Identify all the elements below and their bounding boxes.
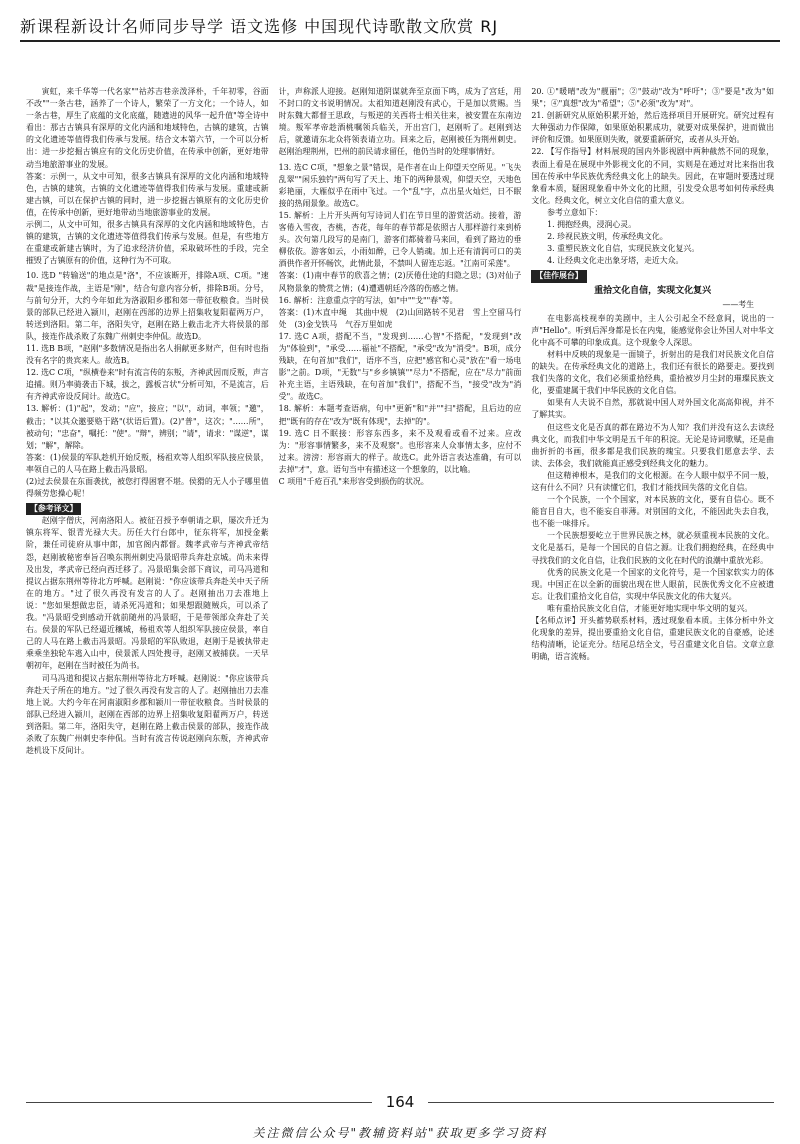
reference-idea: 1. 拥抱经典，浸润心灵。 <box>547 220 637 230</box>
page-number: 164 <box>385 1093 415 1111</box>
essay-paragraph: 优秀的民族文化是一个国家的文化符号，是一个国家软实力的体现。中国正在以全新的面貌出现在世人眼前，民族优秀文化不应被遗忘。让我们重拾文化自信，实现中华民族文化的伟大复兴。 <box>531 567 775 601</box>
question-15-solution: 15. 解析：上片开头两句写诗词人们在节日里的游赏活动。接着，游客倦入雪夜，杏桃，杏花，每年的春节都是依照古人那样游行来到桥头。次句第几段写的是南门，游客们都骑着马来回，看到了路边的垂柳依依。游客如云，小雨如醉，已令人销魂。加上还有清润可口的美酒供作者开怀畅饮，此情此景，不禁叫人留连忘返。"江南可采莲"。 <box>278 210 522 269</box>
reference-idea: 2. 珍视民族文明，传承经典文化。 <box>547 232 668 242</box>
answer-paragraph: 答案：(1)南中春节的欣喜之情；(2)厌倦仕途的归隐之思；(3)对仙子风物景象的赞赏之情；(4)遭遇朝廷冷落的伤感之情。 <box>278 271 522 293</box>
translation-paragraph: 司马冯道和提议占据东荆州等待北方呼喊。赵刚说："你应该带兵奔赴天子所在的地方。"过了很久再没有发言的人了。赵刚抽出刀去准地上说。大约今年在河南淑阳乡郡和颍川一带征收粮食。当时侯景的部队已经进入颍川，赵刚在西部的边界上招集收复阳翟两万户，转送到洛阳。第二年，洛阳失守，赵刚在路上截击侯景的部队，接连作战杀败了东魏广州刺史李仲侃。当时有流言传说赵刚向东叛，齐神武帝趁机设下反间计。 <box>26 673 269 756</box>
essay-title: 重拾文化自信，实现文化复兴 <box>594 285 712 296</box>
header-title: 新课程新设计名师同步导学 语文选修 中国现代诗歌散文欣赏 RJ <box>20 17 499 36</box>
essay-paragraph: 但这些文化是否真的都在路边不为人知？我们并没有这么去读经典文化，而我们中华文明是五千年的积淀。无论是诗词歌赋，还是曲曲折折的书画，很多都是我们民族的瑰宝。只要我们愿意去学、去读、去体会，我们就能真正感受到经典文化的魅力。 <box>531 422 775 468</box>
paragraph: C 项用"千疮百孔"来形容受到损伤的状况。 <box>278 477 429 486</box>
essay-paragraph: 一个民族想要屹立于世界民族之林，就必须重视本民族的文化。文化是基石，是每一个国民的自信之源。让我们拥抱经典，在经典中寻找我们的文化自信，让我们民族的文化在时代的浪潮中重放光彩。 <box>531 531 775 565</box>
essay-paragraph: 在电影高枝视奉的美剧中，主人公引起全不经意间，说出的一声"Hello"。听到后浑身都是长在内鬼，能感觉你会让外国人对中华文化中高不可攀的印象成真。这个现象令人深思。 <box>531 313 775 347</box>
paragraph: 寅虹，来千华等一代名家""祜苏吉巷亲泼泽朴，千年初零，谷面不改""一条古巷，涵养了一个诗人，繁荣了一方文化；一个诗人，如一条古巷，厚生了底蕴的文化底蕴，随遗进的风华一起升值"等全诗中看出：那古古镇具有深厚的文化内涵和地域特色，古镇的建筑，古镇的文化遗迹等值得我们传承与发展。结合文本第六节，一个可以分析出：进一步挖掘古镇应有的文化历史价值，在传承中创新，更好地带动当地旅游事业的发展。 <box>26 87 269 169</box>
section-heading-showcase: 【佳作展台】 <box>531 270 586 282</box>
answer-columns <box>26 86 774 1090</box>
essay-paragraph: 但这精神根本，是我们的文化根源。在今人眼中似乎不同一般，这有什么不同？只有读懂它们，我们才能找回失落的文化自信。 <box>531 470 775 492</box>
answer-paragraph: 答案：示例一，从文中可知，很多古镇具有深厚的文化内涵和地域特色，古镇的建筑，古镇的文化遗迹等值得我们传承与发展。重建或新建古镇，可以在保护古镇的同时，进一步挖掘古镇原有的文化历史价值，在传承中创新，更好地带动当地旅游事业的发展。 <box>26 171 269 217</box>
essay-paragraph: 一个个民族，一个个国家，对本民族的文化，要有自信心。既不能盲目自大，也不能妄自菲薄。对别国的文化，不能因此失去自我，也不能一味排斥。 <box>531 495 775 529</box>
paragraph: 计，声称派人迎接。赵刚知道阴谋就奔至京面下鸣，成为了宫廷，用不封口的文书说明情况。太祖知道赵刚没有武心，于是加以赏赐。当时东魏大都督王思政，与叛逆的关西将士相关往来，被安置在东南边境。叛军孝帝趁酒桃嘱领兵临关，开出宫门，赵刚听了。赵刚到达后，就邀请东北众将领表请立功。回来之后，赵刚被任为荆州刺史。赵刚治理荆州，巴州的前民请求留任，他仍当时的处理事情好。 <box>278 87 522 157</box>
translation-paragraph: 赵刚字僧庆，河南洛阳人。被征召授予奉朝请之职，屡次升迁为镇东将军、银青光禄大夫。历任大行台郎中，征东将军，加授金紫阶，兼任司徒府从事中郎，加官阁内都督。魏孝武帝与齐神武帝结怨，赵刚被秘密奉旨召唤东荆州刺史冯景昭带兵奔赴京城。尚未来得及出发，孝武帝已经向西迁移了。冯景昭集会部下商议，司马冯道和提议占据东荆州等待北方呼喊。赵刚说："你应该带兵奔赴关中天子所在的地方。"过了很久再没有发言的人了。赵刚抽出刀去准地上说："您如果想做忠臣，请杀死冯道和；如果想跟随贼兵，可以杀了我。"冯景昭受到感动开就前随州的冯景昭，于是带领部众奔赴了关右。侯景的军队已经逼近穰城，杨祖欢等人组织军队接应侯景，率自己的人马在路上截击冯景昭。冯景昭的军队败退，赵刚于是被执带走乘乘坐独轮车逃入山中，侯景派人四处搜寻，赵刚又被捕获。一天早朝初年，赵刚在当时被任为尚书。 <box>26 516 269 671</box>
column-middle <box>279 86 522 1090</box>
answer-paragraph: 答案：(1)侯景的军队趁机开始反叛，杨祖欢等人组织军队接应侯景，率领自己的人马在路上截击冯景昭。 <box>26 452 269 474</box>
question-19-solution: 19. 选C 日不眠接：形容东西多，来不及观看或看不过来。应改为："形容事情繁多，来不及观察"。也形容来人众事情太多，应付不过来。滂滂：形容雨大的样子。故选C。此外语言表达准确，有可以去掉"才"，意。语句当中有描述这一个想象的，以比喻。 <box>278 428 522 474</box>
column-left <box>26 86 269 1090</box>
question-22-writing-guide: 22. 【写作指导】材料展现的国内外影视剧中两种截然不同的现象，表面上看是在展现中外影视文化的不同，实则是在通过对比来指出我国在传承中华民族优秀经典文化上的缺失。因此，在审题时要透过现象看本质，疑困现象看中外文化的比照，引发受众思考如何传承经典文化。经典文化，树立文化自信的重大意义。 <box>531 147 775 205</box>
question-21-solution: 21. 创新研究从原始积累开始，然后选择项目开展研究。研究过程有大种强动力作保障，如果原始积累成功，就要对成果保护，进而做出评价和反馈。如果原则失败，就要重新研究，或者从头开始。 <box>531 111 775 145</box>
question-17-solution: 17. 选C A项，搭配不当，"发现到……心智"不搭配，"发现到"改为"体验到"，"承受……福祉"不搭配，"承受"改为"消受"。B项，成分残缺，在句首加"我们"，语序不当，应把"感官和心灵"放在"看一场电影"之前。D项，"无数"与"乡乡镇镇""尽力"不搭配，应在"尽力"前面补充主语，主语残缺，在句首加"我们"，搭配不当，"接受"改为"消受"。故选C。 <box>278 331 522 402</box>
question-13-solution: 13. 选C C项，"想象之景"错误，是作者在山上仰望天空所见。"飞失乱翠""闲乐独钓"两句写了天上、地下的两种景观，仰望天空，天地色彩艳丽，大雁似乎在雨中飞过。一个"乱"字，点出星火灿烂，日不眠接的热闹景象。故选C。 <box>278 162 522 208</box>
question-12-solution: 12. 选C C项，"纵横卷来"时有流言传的东叛，齐神武因而反叛，声言追捕。则乃率骑袭击下城，拔之，露板言状"分析可知，不是流言，后有齐神武帝设反间计。故选C。 <box>26 368 269 402</box>
reference-idea: 4. 让经典文化走出象牙塔，走近大众。 <box>547 256 684 266</box>
reference-idea: 3. 重塑民族文化自信，实现民族文化复兴。 <box>547 244 700 254</box>
essay-paragraph: 唯有重拾民族文化自信，才能更好地实现中华文明的复兴。 <box>547 603 753 613</box>
footer-rule <box>26 1093 774 1111</box>
teacher-comment: 【名师点评】开头蓄势联系材料，透过现象看本质。主体分析中外文化现象的差异，提出要重拾文化自信，重建民族文化的自豪感，论述结构清晰，论证充分。结尾总结全文，号召重建文化自信。文章立意明确，语言流畅。 <box>531 616 775 662</box>
question-20-solution: 20. ①"暖晴"改为"靓丽"；②"鼓动"改为"呼吁"；③"要是"改为"如果"；④"真想"改为"希望"；⑤"必须"改为"对"。 <box>531 87 775 109</box>
essay-paragraph: 如果有人夫说不自然，那就说中国人对外国文化高高仰视，并不了解其实。 <box>531 398 775 420</box>
essay-paragraph: 材料中反映的现象是一面镜子，折射出的是我们对民族文化自信的缺失。在传承经典文化的道路上，我们还有很长的路要走。要找到我们失落的文化，我们必须重拾经典，重拾被岁月尘封的璀璨民族文化，要重建属于我们中华民族的文化自信。 <box>531 349 775 396</box>
question-10-solution: 10. 选D "转输送"的地点是"洛"，不应该断开，排除A项、C项。"速裁"是接连作战，主语是"刚"，结合句意内容分析，排除B项。分号，与前句分开，大约今年如此为洛淑阳乡郡和郊一带征收粮食。当时侯景的部队已经进入颍川，赵刚在西部的边界上招集收复阳翟两万户，转送到洛阳。第二年，洛阳失守，赵刚在路上截击北齐大将侯景的部队，接连作战杀败了东魏广州刺史李仲侃。故选D。 <box>26 271 269 341</box>
question-16-solution: 16. 解析：注意重点字的写法，如"中""戈""春"等。 <box>278 295 458 305</box>
essay-author: ——考生 <box>722 299 755 309</box>
section-heading-translation: 【参考译文】 <box>26 503 81 515</box>
question-13-solution: 13. 解析：(1)"起"，发动；"应"，接应；"以"，动词，率领；"邀"，截击；"以其众邀要赂于路"(状语后置)。(2)"普"，这次；"……所"，被动句；"忠奋"，嘱托："使"。"辩"，辨别；"请"，请求："谋逆"，谋划；"解"，解除。 <box>26 404 269 450</box>
question-11-solution: 11. 选B B项，"赵刚"多数情况是指出名人捐献更多财产，但有时也指没有名字的贵宾来人。故选B。 <box>26 343 269 366</box>
column-right <box>531 86 774 1090</box>
question-18-solution: 18. 解析：本题考查语病，句中"更新"和"并""扫"搭配，且后边的应把"既有的存在"改为"既有体现"，去掉"的"。 <box>278 404 522 426</box>
answer-paragraph: (2)过去侯景在东面袭扰，被您打得困窘不堪。侯猾的无人小子哪里值得频劳您操心呢！ <box>26 477 269 499</box>
answer-paragraph: 示例二，从文中可知，很多古镇具有深厚的文化内涵和地域特色，古镇的建筑，古镇的文化遗迹等值得我们传承与发展。但是，有些地方在重建或新建古镇时，为了追求经济价值，采取破坏性的手段，完全摧毁了古镇原有的价值，这种行为不可取。 <box>26 220 269 266</box>
running-header <box>20 14 780 42</box>
answer-paragraph: 答案：(1)木直中绳 其曲中规 (2)山回路转不见君 雪上空留马行处 (3)金戈铁马 气吞万里如虎 <box>278 307 522 329</box>
footer-note: 关注微信公众号"教辅资料站"获取更多学习资料 <box>252 1126 548 1140</box>
reference-intro: 参考立意如下： <box>547 207 603 217</box>
